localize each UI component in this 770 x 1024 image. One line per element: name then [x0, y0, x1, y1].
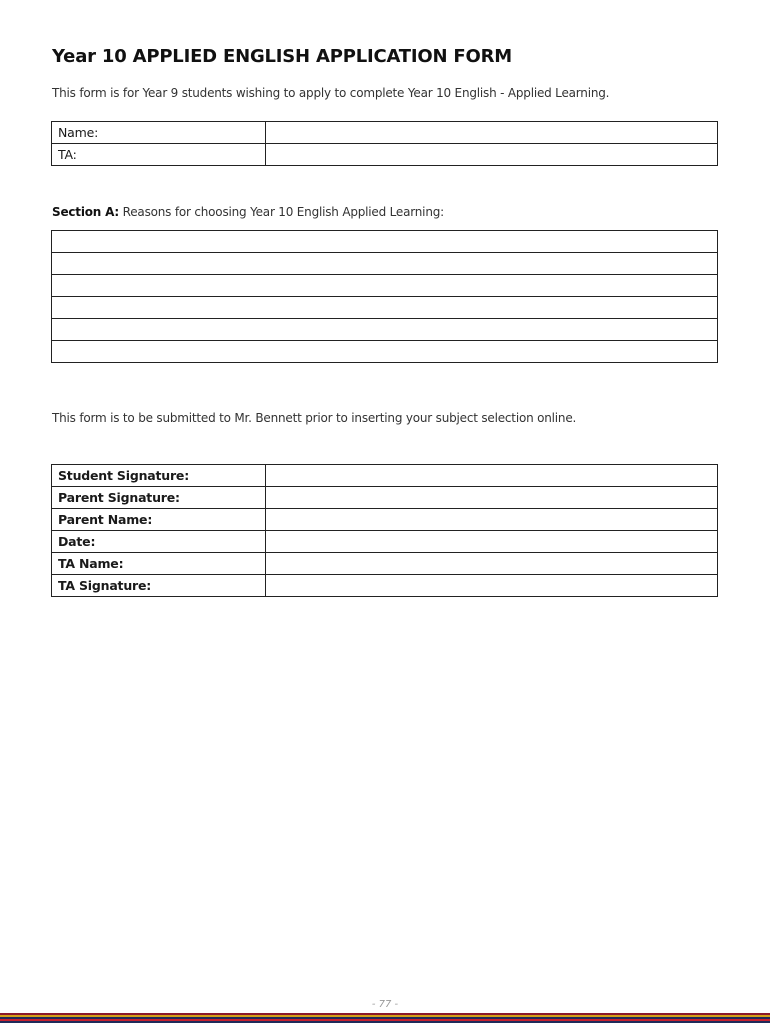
field-label: Parent Signature: [52, 487, 266, 509]
signature-table [51, 464, 718, 597]
section-a-heading [52, 205, 444, 219]
field-label: TA: [52, 144, 266, 166]
student-signature-field[interactable] [266, 465, 718, 487]
parent-name-field[interactable] [266, 509, 718, 531]
date-field[interactable] [266, 531, 718, 553]
reason-line [52, 231, 718, 253]
reason-line-field[interactable] [52, 297, 718, 319]
signature-row [52, 509, 718, 531]
details-row-ta [52, 144, 718, 166]
parent-signature-field[interactable] [266, 487, 718, 509]
field-label: TA Name: [52, 553, 266, 575]
name-field[interactable] [266, 122, 718, 144]
reason-line [52, 253, 718, 275]
field-label: Parent Name: [52, 509, 266, 531]
reasons-table [51, 230, 718, 363]
signature-row [52, 465, 718, 487]
reason-line [52, 319, 718, 341]
reason-line [52, 297, 718, 319]
reason-line [52, 341, 718, 363]
signature-row [52, 531, 718, 553]
ta-field[interactable] [266, 144, 718, 166]
field-label: Name: [52, 122, 266, 144]
reason-line-field[interactable] [52, 319, 718, 341]
reason-line-field[interactable] [52, 253, 718, 275]
details-table [51, 121, 718, 166]
footer-stripe [0, 1021, 770, 1023]
footer-stripe-band [0, 1013, 770, 1024]
signature-row [52, 553, 718, 575]
ta-signature-field[interactable] [266, 575, 718, 597]
reason-line-field[interactable] [52, 275, 718, 297]
reason-line-field[interactable] [52, 341, 718, 363]
field-label: Student Signature: [52, 465, 266, 487]
form-intro: This form is for Year 9 students wishing to apply to complete Year 10 English - Applied Learning. [52, 86, 610, 100]
reason-line [52, 275, 718, 297]
page-number: - 77 - [371, 999, 399, 1010]
field-label: Date: [52, 531, 266, 553]
field-label: TA Signature: [52, 575, 266, 597]
section-a-label: Section A: [52, 205, 120, 219]
signature-row [52, 487, 718, 509]
submission-note: This form is to be submitted to Mr. Bennett prior to inserting your subject selection online. [52, 411, 577, 425]
signature-row [52, 575, 718, 597]
section-a-text: Reasons for choosing Year 10 English Applied Learning: [119, 205, 444, 219]
form-title: Year 10 APPLIED ENGLISH APPLICATION FORM [52, 46, 512, 67]
reason-line-field[interactable] [52, 231, 718, 253]
ta-name-field[interactable] [266, 553, 718, 575]
details-row-name [52, 122, 718, 144]
